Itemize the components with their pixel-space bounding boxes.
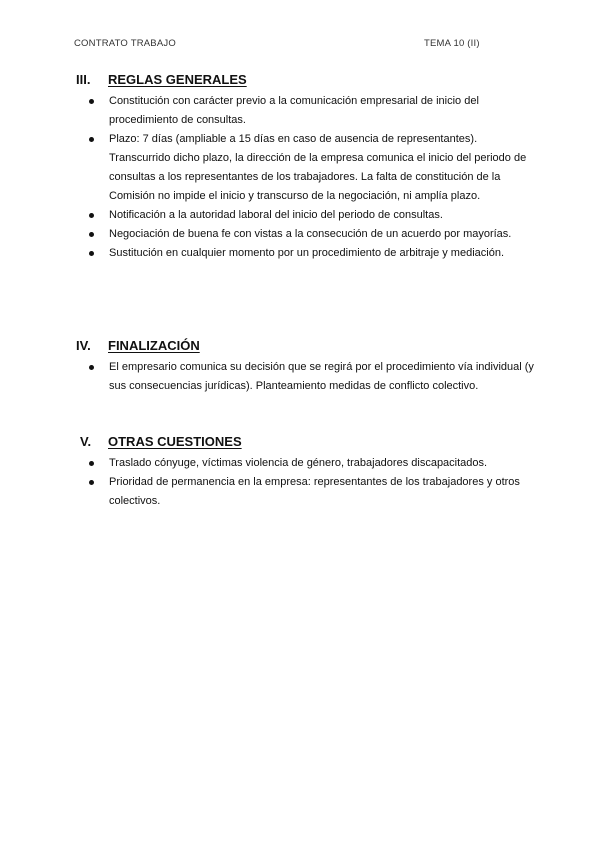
- section-number: V.: [80, 434, 92, 449]
- bullet-list: [0, 358, 600, 396]
- section-reglas-generales: [0, 72, 600, 263]
- bullet-icon: [89, 213, 94, 218]
- list-item-text: El empresario comunica su decisión que se regirá por el procedimiento vía individual (y sus consecuencias jurídicas). Planteamiento medidas de conflicto colectivo.: [109, 361, 534, 392]
- list-item: [0, 206, 600, 225]
- list-item: [0, 130, 600, 206]
- section-number: IV.: [76, 338, 91, 353]
- list-item-text: Negociación de buena fe con vistas a la consecución de un acuerdo por mayorías.: [109, 228, 512, 240]
- list-item-text: Plazo: 7 días (ampliable a 15 días en caso de ausencia de representantes). Transcurrido dicho plazo, la dirección de la empresa comunica el inicio del periodo de consultas a los representantes de los trabajadores. La falta de constitución de la Comisión no impide el inicio y transcurso de la negociación, ni amplía plazo.: [109, 133, 527, 202]
- bullet-list: [0, 92, 600, 263]
- list-item-text: Notificación a la autoridad laboral del inicio del periodo de consultas.: [109, 209, 443, 221]
- section-title: REGLAS GENERALES: [108, 72, 247, 87]
- section-heading: [0, 72, 600, 92]
- bullet-icon: [89, 251, 94, 256]
- list-item-text: Traslado cónyuge, víctimas violencia de género, trabajadores discapacitados.: [109, 457, 488, 469]
- section-heading: [0, 434, 600, 454]
- section-heading: [0, 338, 600, 358]
- section-title: FINALIZACIÓN: [108, 338, 200, 353]
- list-item: [0, 358, 600, 396]
- bullet-icon: [89, 99, 94, 104]
- bullet-icon: [89, 137, 94, 142]
- list-item-text: Sustitución en cualquier momento por un procedimiento de arbitraje y mediación.: [109, 247, 504, 259]
- list-item: [0, 244, 600, 263]
- bullet-list: [0, 454, 600, 511]
- list-item: [0, 92, 600, 130]
- bullet-icon: [89, 232, 94, 237]
- list-item-text: Prioridad de permanencia en la empresa: representantes de los trabajadores y otros colectivos.: [109, 476, 520, 507]
- bullet-icon: [89, 365, 94, 370]
- bullet-icon: [89, 461, 94, 466]
- header-topic-number: TEMA 10 (II): [424, 38, 480, 49]
- section-otras-cuestiones: [0, 434, 600, 511]
- header-document-title: CONTRATO TRABAJO: [74, 38, 176, 49]
- list-item: [0, 225, 600, 244]
- section-finalizacion: [0, 338, 600, 396]
- bullet-icon: [89, 480, 94, 485]
- list-item-text: Constitución con carácter previo a la comunicación empresarial de inicio del procedimiento de consultas.: [109, 95, 479, 126]
- section-title: OTRAS CUESTIONES: [108, 434, 242, 449]
- list-item: [0, 454, 600, 473]
- list-item: [0, 473, 600, 511]
- section-number: III.: [76, 72, 91, 87]
